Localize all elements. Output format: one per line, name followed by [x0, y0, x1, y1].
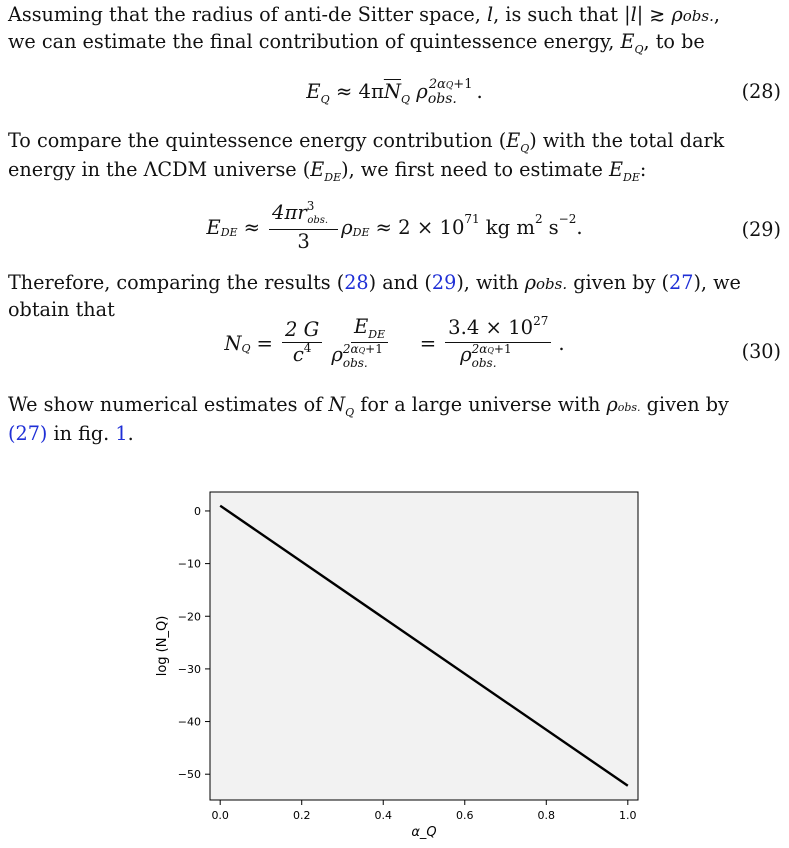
eq-symbol: N [224, 331, 242, 355]
text-span: ) and ( [368, 271, 432, 294]
y-tick-label: −20 [177, 610, 201, 624]
x-tick-label: 0.0 [211, 809, 229, 822]
var-E: E [620, 30, 635, 53]
text-span: given by [640, 393, 729, 416]
text-span: we can estimate the final contribution of quintessence energy, [8, 30, 621, 53]
paragraph-intro [8, 2, 780, 58]
eq-symbol: = [419, 331, 437, 355]
eq-symbol: kg m [485, 216, 535, 239]
paragraph-figure-ref [8, 392, 780, 447]
eq-sup: 4 [303, 340, 312, 355]
var-E: E [310, 158, 325, 181]
var-rho: ρ [606, 393, 618, 416]
eq-symbol: ρ [416, 80, 428, 103]
text-span: ), with [456, 271, 525, 294]
x-tick-label: 0.2 [292, 809, 311, 822]
ref-link-fig-1[interactable]: 1 [115, 422, 128, 445]
eq-sub: DE [220, 226, 238, 239]
text-span: . [127, 422, 134, 445]
eq-den: 3 [297, 230, 310, 253]
var-rho: ρ [524, 271, 537, 294]
equation-29: E DE ≈ $\frac{4\pi r^3_{obs.}}{3}$ ρ DE ≈ 2 × 10 71 kg m 2 s −2 . [206, 199, 583, 253]
var-sub: obs. [682, 7, 714, 25]
x-tick-label: 0.6 [456, 809, 474, 822]
text-span: To compare the quintessence energy contribution ( [8, 129, 507, 152]
x-tick-label: 0.8 [537, 809, 556, 822]
y-tick-label: −50 [177, 768, 201, 782]
eq-symbol: s [548, 216, 559, 239]
text-span: : [639, 158, 647, 181]
figure-1-chart [140, 470, 660, 845]
text-span: Therefore, comparing the results ( [8, 271, 345, 294]
eq-sup: +1 [365, 342, 383, 356]
eq-symbol: . [558, 331, 565, 355]
var-sub: DE [324, 171, 342, 184]
eq-num: 4πr [272, 201, 307, 224]
var-l: l [486, 3, 494, 26]
text-span: ), we [693, 271, 741, 294]
ref-link-27[interactable]: 27 [669, 271, 694, 294]
ref-link-29[interactable]: 29 [431, 271, 457, 294]
eq-sup: 27 [533, 313, 549, 328]
eq-sup: +1 [453, 77, 473, 92]
eq-symbol: E [206, 216, 221, 239]
eq-num: 2 G [282, 319, 322, 343]
fraction [445, 313, 551, 370]
eq-sub: Q [401, 93, 411, 106]
text-span: ), we first need to estimate [341, 158, 609, 181]
eq-sup: 71 [464, 211, 480, 226]
text-span: We show numerical estimates of [8, 393, 329, 416]
eq-symbol: E [306, 80, 321, 103]
var-sub: DE [623, 171, 640, 184]
var-E: E [608, 158, 623, 181]
eq-symbol: ≈ 2 × 10 [375, 216, 465, 239]
text-span: , to be [643, 30, 705, 53]
eq-sup: 2α [428, 77, 446, 92]
text-span: in fig. [47, 422, 116, 445]
eq-symbol: = [256, 331, 273, 355]
eq-sub: Q [358, 346, 366, 355]
y-tick-label: −30 [177, 662, 201, 676]
eq-sup: 2α [471, 341, 488, 356]
var-sub: obs. [617, 401, 641, 414]
eq-sub: DE [368, 328, 386, 341]
eq-sub: DE [352, 226, 370, 239]
eq-sub: obs. [427, 91, 457, 107]
text-span: obtain that [8, 298, 115, 321]
equation-number-30: (30) [741, 340, 781, 363]
x-axis-label: α_Q [411, 825, 437, 840]
eq-sub: obs. [307, 215, 329, 226]
eq-num: 3.4 × 10 [448, 315, 534, 339]
var-sub: Q [634, 43, 644, 56]
eq-sup: 3 [306, 199, 315, 213]
eq-symbol: ρ [341, 216, 353, 239]
text-span: , is such that | [493, 3, 631, 26]
text-span: for a large universe with [354, 393, 607, 416]
text-span: | ≳ [636, 3, 672, 26]
paragraph-compare [8, 128, 780, 186]
eq-num: E [353, 315, 369, 338]
eq-den: c [292, 342, 304, 366]
text-span: , [713, 3, 720, 26]
eq-sub: Q [320, 93, 330, 106]
text-span: ) with the total dark [529, 129, 725, 152]
var-l: l [630, 3, 637, 26]
equation-30 [0, 313, 789, 370]
y-axis-ticks [178, 505, 210, 781]
equation-28 [0, 77, 789, 107]
eq-sup: 2 [534, 211, 543, 226]
eq-symbol: ≈ 4π [335, 80, 384, 103]
eq-den: ρ [331, 343, 343, 366]
eq-symbol: $\overline{N}$ [383, 80, 402, 103]
y-axis-label: log (N_Q) [155, 615, 170, 677]
var-N: N [328, 393, 346, 416]
text-span: Assuming that the radius of anti-de Sitter space, [8, 3, 487, 26]
eq-sub: Q [241, 341, 251, 355]
var-sub: Q [345, 406, 355, 419]
x-axis-ticks [211, 800, 636, 822]
ref-link-28[interactable]: 28 [344, 271, 369, 294]
fraction [328, 316, 410, 370]
eq-symbol: . [476, 80, 483, 103]
y-tick-label: −40 [177, 715, 201, 729]
x-tick-label: 1.0 [619, 809, 637, 822]
eq-sub: obs. [471, 355, 497, 370]
eq-sub: Q [445, 81, 454, 91]
eq-den: ρ [460, 342, 472, 366]
var-E: E [506, 129, 521, 152]
eq-symbol: . [576, 216, 583, 239]
y-tick-label: 0 [194, 504, 201, 518]
fraction [282, 319, 322, 368]
x-tick-label: 0.4 [374, 809, 392, 822]
eq-sup: −2 [558, 211, 577, 226]
eq-sub: Q [487, 345, 494, 355]
eq-sup: 2α [342, 342, 359, 356]
eq-sup: +1 [493, 341, 512, 356]
equation-number-29: (29) [741, 218, 781, 241]
var-sub: obs. [536, 275, 568, 293]
text-span: energy in the ΛCDM universe ( [8, 158, 311, 181]
text-span: given by ( [567, 271, 670, 294]
var-rho: ρ [671, 3, 683, 26]
equation-number-28: (28) [741, 80, 781, 103]
ref-link-27[interactable]: (27) [8, 422, 48, 445]
eq-sub: obs. [342, 356, 368, 370]
fraction [269, 199, 338, 253]
y-tick-label: −10 [177, 557, 201, 571]
var-sub: Q [520, 142, 530, 155]
